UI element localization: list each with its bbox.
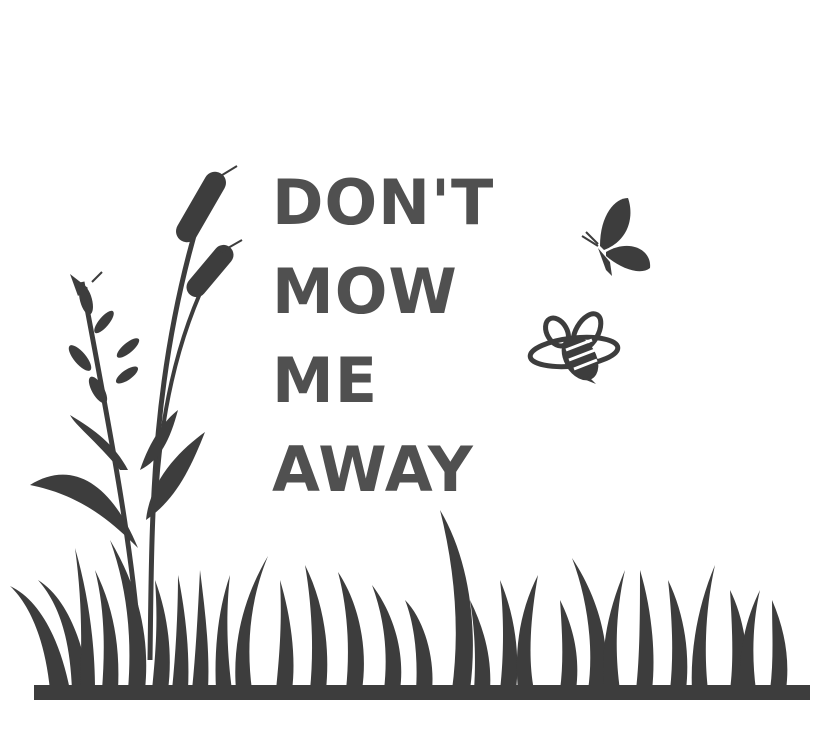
bee-icon [529, 309, 619, 387]
cattail-head [172, 168, 230, 247]
headline-line-2: MOW [272, 255, 458, 328]
headline-line-4: AWAY [272, 433, 474, 506]
headline-line-3: ME [272, 344, 379, 417]
butterfly-icon [582, 198, 650, 276]
headline [272, 158, 494, 514]
ground-bar [34, 685, 810, 700]
headline-line-1: DON'T [272, 166, 495, 239]
